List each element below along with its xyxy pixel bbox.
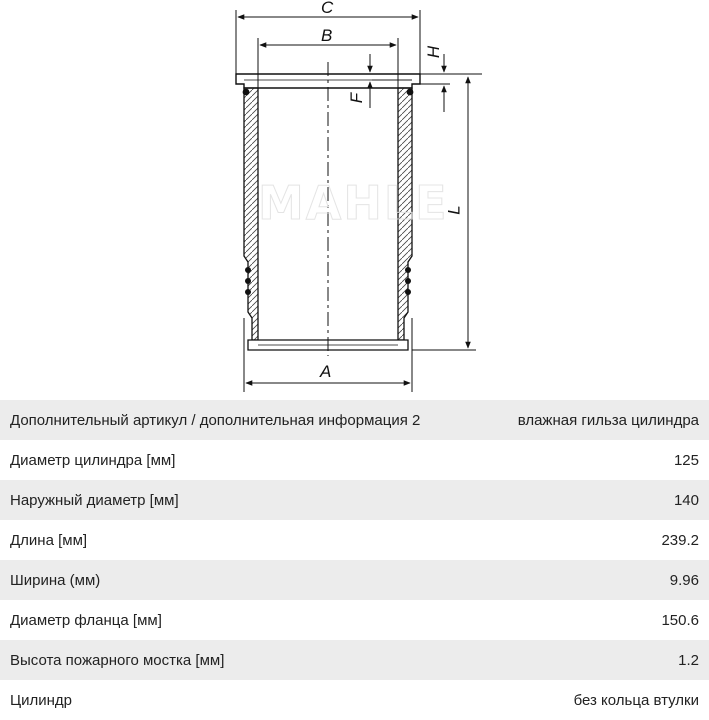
table-row — [0, 600, 709, 640]
seal-left-3 — [245, 289, 251, 295]
table-row — [0, 400, 709, 440]
spec-label: Диаметр цилиндра [мм] — [0, 440, 483, 480]
spec-value: 125 — [483, 440, 709, 480]
table-row — [0, 520, 709, 560]
spec-label: Цилиндр — [0, 680, 483, 720]
seal-top-left — [243, 89, 250, 96]
seal-left-2 — [245, 278, 251, 284]
left-wall — [244, 88, 258, 340]
spec-value: без кольца втулки — [483, 680, 709, 720]
dim-label-h: H — [424, 45, 444, 59]
spec-value: 150.6 — [483, 600, 709, 640]
table-row — [0, 560, 709, 600]
dim-label-c: C — [321, 0, 334, 17]
table-row — [0, 440, 709, 480]
spec-value: 140 — [483, 480, 709, 520]
spec-label: Дополнительный артикул / дополнительная информация 2 — [0, 400, 483, 440]
seal-top-right — [407, 89, 414, 96]
dim-label-f: F — [347, 92, 367, 104]
mahle-watermark: MAHLE — [258, 176, 449, 230]
specifications-table — [0, 400, 709, 720]
dim-label-b: B — [321, 26, 333, 45]
spec-label: Наружный диаметр [мм] — [0, 480, 483, 520]
dim-label-l: L — [444, 205, 464, 215]
spec-label: Диаметр фланца [мм] — [0, 600, 483, 640]
seal-left-1 — [245, 267, 251, 273]
spec-value: влажная гильза цилиндра — [483, 400, 709, 440]
spec-value: 1.2 — [483, 640, 709, 680]
seal-right-1 — [405, 267, 411, 273]
spec-value: 239.2 — [483, 520, 709, 560]
spec-value: 9.96 — [483, 560, 709, 600]
table-row — [0, 640, 709, 680]
spec-label: Высота пожарного мостка [мм] — [0, 640, 483, 680]
table-row — [0, 680, 709, 720]
seal-right-3 — [405, 289, 411, 295]
seal-right-2 — [405, 278, 411, 284]
spec-label: Длина [мм] — [0, 520, 483, 560]
spec-label: Ширина (мм) — [0, 560, 483, 600]
table-row — [0, 480, 709, 520]
dim-label-a: A — [320, 362, 332, 381]
